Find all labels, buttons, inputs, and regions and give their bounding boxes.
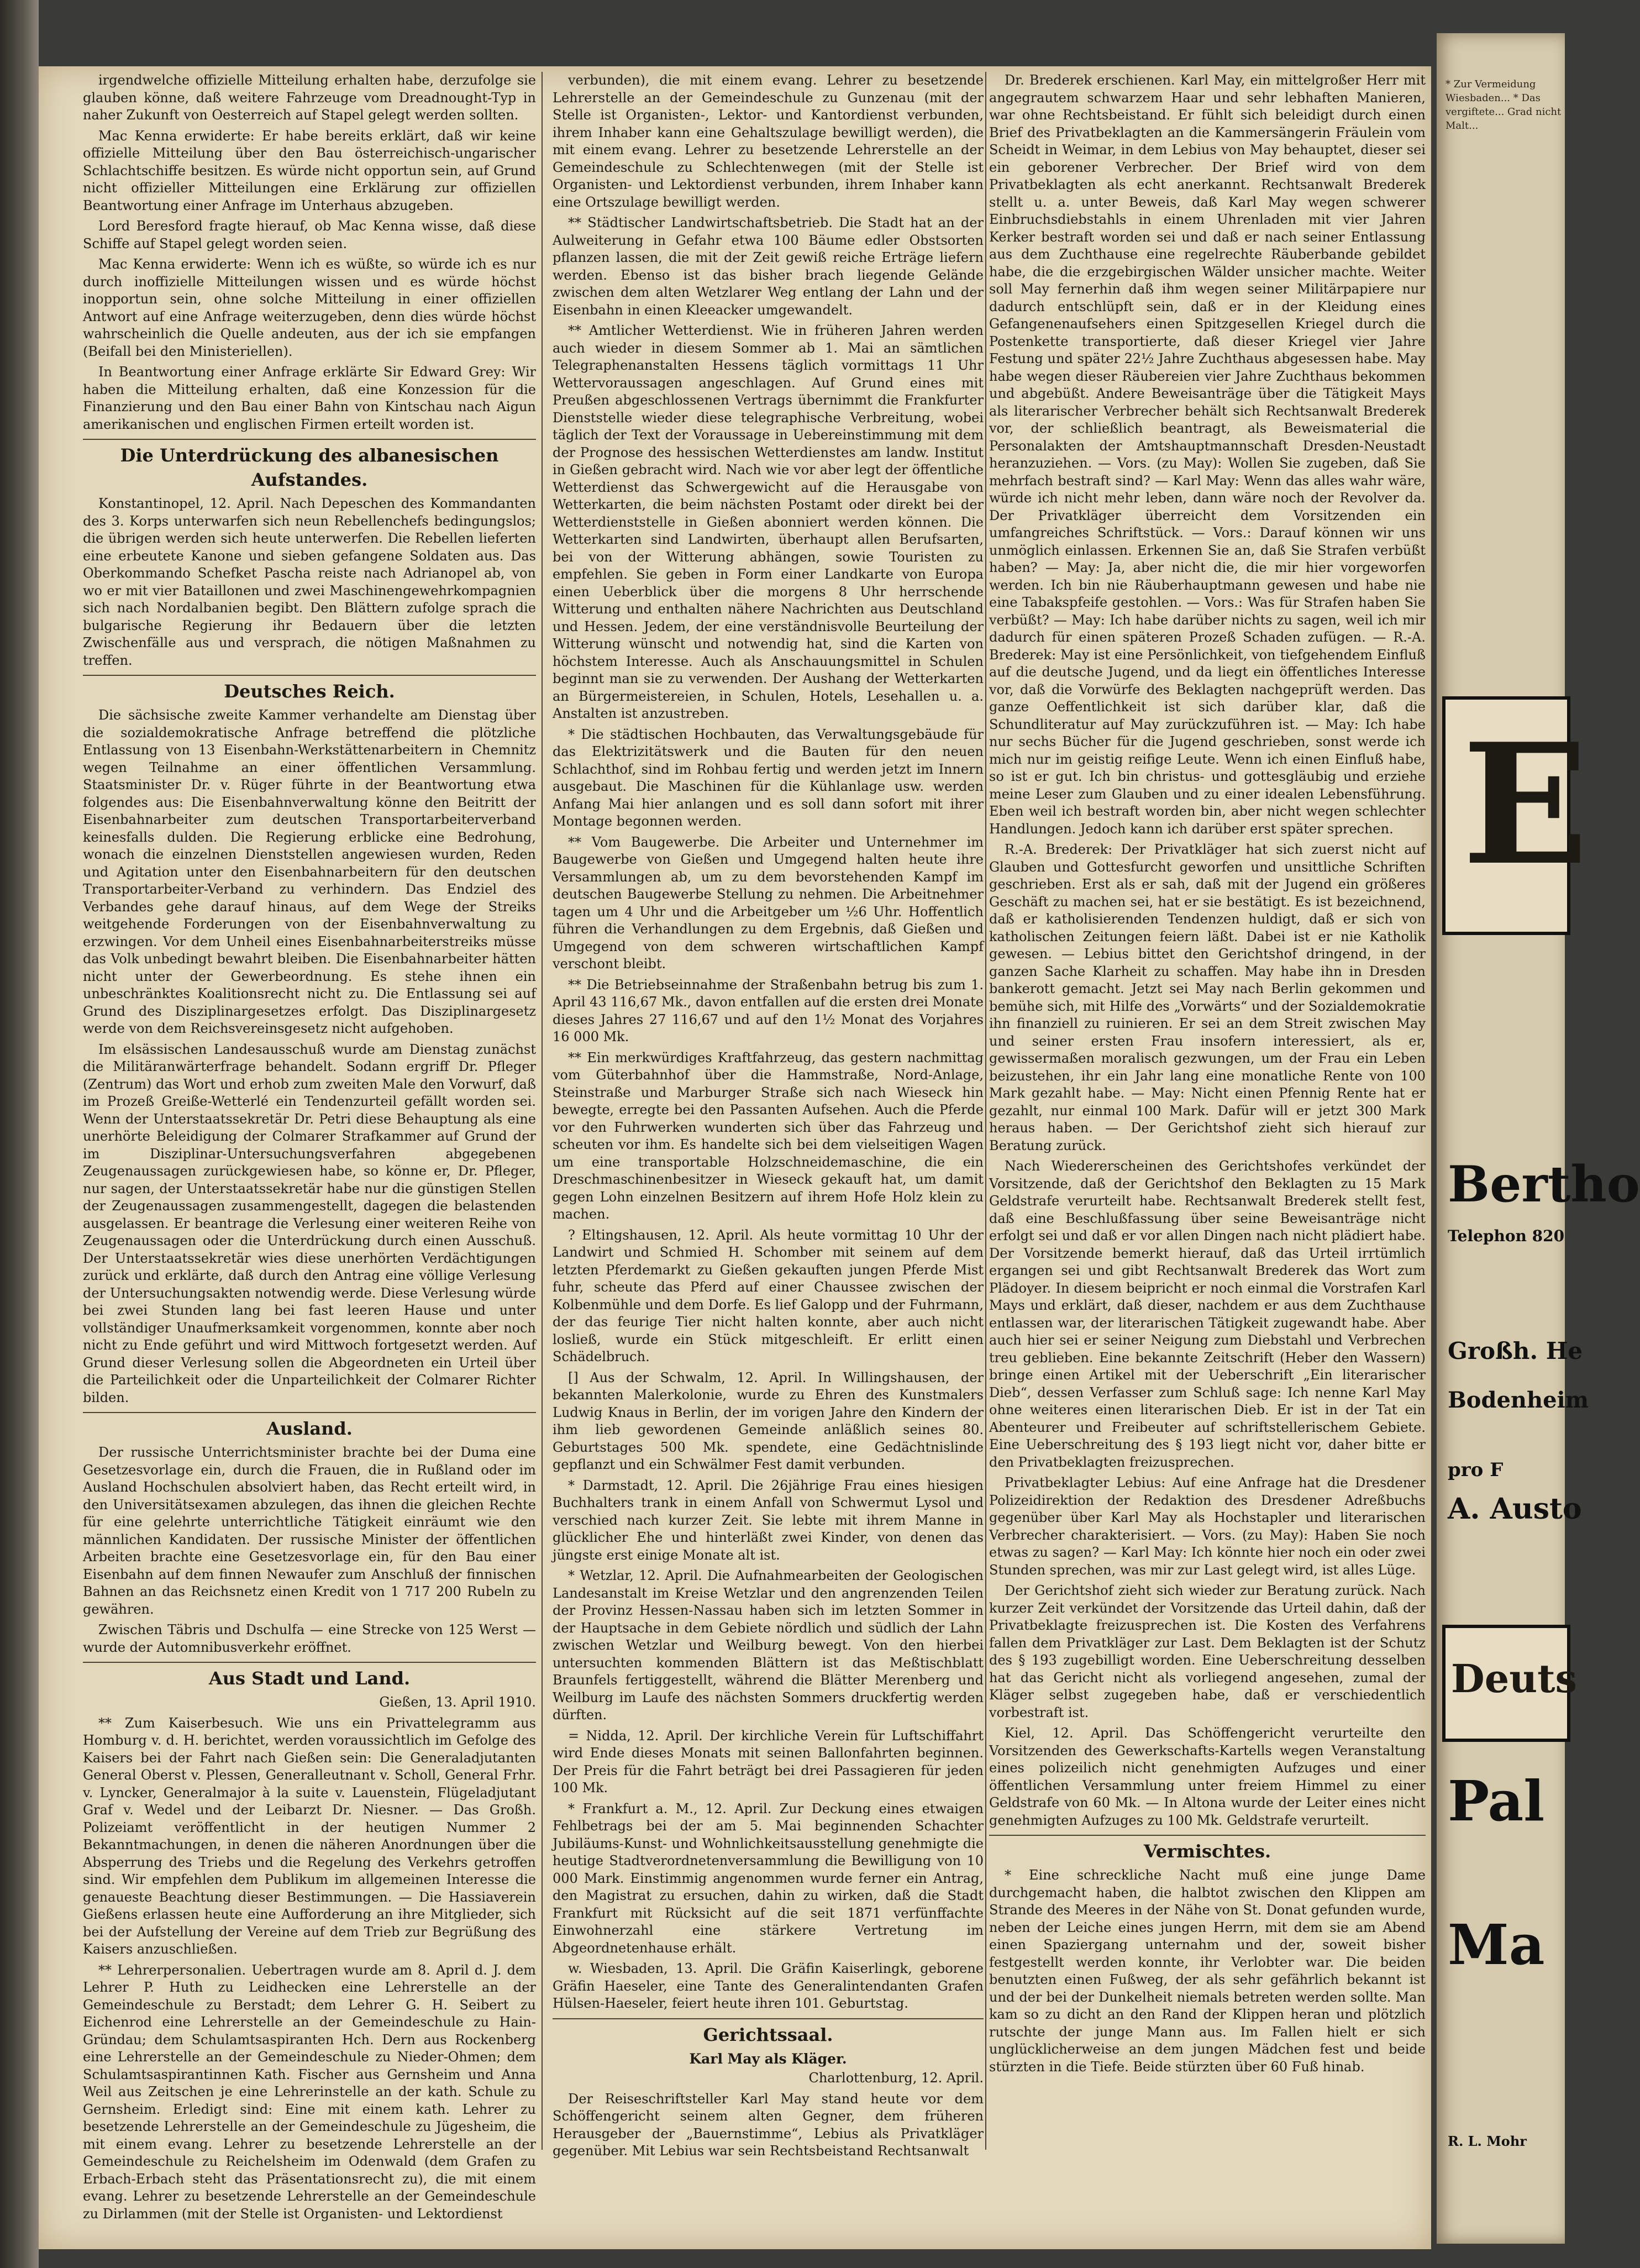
section-heading-reich: Deutsches Reich.: [83, 675, 536, 704]
paragraph: irgendwelche offizielle Mitteilung erhalten habe, derzufolge sie glauben könne, daß weitere Fahrzeuge vom Dreadnought-Typ in naher Zukunft von Oesterreich auf Stapel gelegt werden sollten.: [83, 72, 536, 123]
paragraph: Mac Kenna erwiderte: Wenn ich es wüßte, so würde ich es nur durch inoffizielle Mitteilungen wissen und es würde höchst inopportun sein, ohne solche Mitteilung in einer offiziellen Antwort auf eine Anfrage weiterzugeben, denn dies würde höchst wahrscheinlich die Quelle andeuten, aus der ich sie empfangen (Beifall bei den Ministeriellen).: [83, 256, 536, 359]
dateline: Gießen, 13. April 1910.: [379, 1694, 536, 1710]
paragraph: Der russische Unterrichtsminister brachte bei der Duma eine Gesetzesvorlage ein, durch die Frauen, die in Rußland oder im Ausland Hochschulen absolviert haben, das Recht erteilt wird, in den Universitätsexamen abzulegen, das ihnen die gleichen Rechte für eine gelehrte unterrichtliche Tätigkeit einräumt wie den männlichen Kandidaten. Der russische Minister der öffentlichen Arbeiten brachte eine Gesetzesvorlage ein, für den Bau einer Eisenbahn auf dem finnen Newaufer zum Anschluß der finnischen Bahnen an das Reichsnetz einen Kredit von 1 717 200 Rubeln zu gewähren.: [83, 1445, 536, 1617]
column-divider: [542, 72, 543, 2150]
paragraph: R.-A. Brederek: Der Privatkläger hat sich zuerst nicht auf Glauben und Gottesfurcht geworfen und unsittliche Schriften geschrieben. Erst als er sah, daß mit der Jugend ein größeres Geschäft zu machen sei, hat er sie bestätigt. Es ist bezeichnend, daß er katholisierenden Tendenzen huldigt, daß er sich von katholischen Zeitungen feiern läßt. Dabei ist er nie Katholik gewesen. — Lebius bittet den Gerichtshof dringend, in der ganzen Sache Klarheit zu schaffen. May habe ihn in Dresden bankerott gemacht. Jetzt sei May nach Berlin gekommen und bemühe sich, mit Hilfe des „Vorwärts“ und der Sozialdemokratie ihn finanziell zu ruinieren. Er sei an dem Streit zwischen May und seiner ersten Frau insofern interessiert, als er, gewissermaßen moralisch gezwungen, um der Frau ein Leben beizustehen, ihr ein Jahr lang eine monatliche Rente von 100 Mark gezahlt habe. — May: Nicht einen Pfennig Rente hat er gezahlt, nur einmal 100 Mark. Dafür will er jetzt 300 Mark heraus haben. — Der Gerichtshof zieht sich hierauf zur Beratung zurück.: [989, 842, 1426, 1153]
ad-text: Großh. He: [1448, 1337, 1583, 1364]
book-binding: [0, 0, 39, 2268]
ad-text: pro F: [1448, 1459, 1504, 1481]
paragraph: ** Ein merkwürdiges Kraftfahrzeug, das gestern nachmittag vom Güterbahnhof über die Hammstraße, Nord-Anlage, Steinstraße und Marburger Straße sich nach Wieseck hin bewegte, erregte bei den Passanten Aufsehen. Auch die Pferde vor den Fuhrwerken wunderten sich über das Fahrzeug und scheuten vor ihm. Es handelte sich bei dem vielseitigen Wagen um eine transportable Holzschneidemaschine, die ein Dreschmaschinenbesitzer in Wieseck gekauft hat, um damit gegen Lohn einzelnen Besitzern auf ihrem Hofe Holz klein zu machen.: [553, 1049, 984, 1222]
ad-box: [1442, 1625, 1577, 1742]
paragraph: Nach Wiedererscheinen des Gerichtshofes verkündet der Vorsitzende, daß der Gerichtshof den Beklagten zu 15 Mark Geldstrafe verurteilt habe. Rechtsanwalt Brederek stellt fest, daß eine Beschlußfassung über seine Beweisanträge nicht erfolgt sei und daß er vor allen Dingen nach nicht plädiert habe. Der Vorsitzende bemerkt hierauf, daß das Urteil irrtümlich ergangen sei und gibt Rechtsanwalt Brederek das Wort zum Plädoyer. In diesem beipricht er noch einmal die Vorstrafen Karl Mays und erklärt, daß dieser, nachdem er aus dem Zuchthause entlassen war, der literarischen Tätigkeit zugewandt habe. Aber auch hier sei er seiner Neigung zum Diebstahl und Verbrechen treu geblieben. Eine bekannte Zeitschrift (Heber den Wassern) bringe einen Artikel mit der Ueberschrift „Ein literarischer Dieb“, dessen Verfasser zum Schluß sage: Ich nenne Karl May ohne weiteres einen literarischen Dieb. Er ist in der Tat ein Abenteurer und Freibeuter auf schriftstellerischem Gebiete. Eine Ueberschreitung des § 193 liegt nicht vor, daher bitte er den Privatbeklagten freizusprechen.: [989, 1158, 1426, 1470]
column-divider: [985, 72, 986, 2150]
paragraph: Mac Kenna erwiderte: Er habe bereits erklärt, daß wir keine offizielle Mitteilung über den Bau österreichisch-ungarischer Schlachtschiffe besitzen. Es würde nicht opportun sein, auf Grund nicht offizieller Mitteilungen eine Erklärung zur offiziellen Beantwortung einer Anfrage im Unterhaus abzugeben.: [83, 128, 536, 213]
section-heading-albanian: Die Unterdrückung des albanesischen Aufstandes.: [83, 439, 536, 492]
section-heading-gericht: Gerichtssaal.: [553, 2018, 984, 2047]
paragraph: Lord Beresford fragte hierauf, ob Mac Kenna wisse, daß diese Schiffe auf Stapel gelegt worden seien.: [83, 218, 536, 251]
section-heading-ausland: Ausland.: [83, 1412, 536, 1441]
paragraph: ** Die Betriebseinnahme der Straßenbahn betrug bis zum 1. April 43 116,67 Mk., davon entfallen auf die ersten drei Monate dieses Jahres 27 116,67 und auf den 1½ Monat des Vorjahres 16 000 Mk.: [553, 977, 984, 1044]
section-heading-stadt: Aus Stadt und Land.: [83, 1662, 536, 1691]
ad-box-large-e: [1442, 696, 1589, 935]
paragraph: Der Gerichtshof zieht sich wieder zur Beratung zurück. Nach kurzer Zeit verkündet der Vorsitzende das Urteil dahin, daß der Privatbeklagte freizusprechen ist. Die Kosten des Verfahrens fallen dem Privatkläger zur Last. Dem Beklagten ist der Schutz des § 193 zugebilligt worden. Eine Ueberschreitung desselben hat das Gericht nicht als vorliegend angesehen, zumal der Kläger selbst zugegeben habe, daß er verschiedentlich vorbestraft ist.: [989, 1583, 1426, 1720]
paragraph: ** Städtischer Landwirtschaftsbetrieb. Die Stadt hat an der Aulweiterung in Gefahr etwa 100 Bäume edler Obstsorten pflanzen lassen, die mit der Zeit gewiß reiche Erträge liefern werden. Ebenso ist das bisher brach liegende Gelände zwischen dem alten Wetzlarer Weg entlang der Lahn und der Eisenbahn in einen Kleeacker umgewandelt.: [553, 215, 984, 318]
paragraph: w. Wiesbaden, 13. April. Die Gräfin Kaiserlingk, geborene Gräfin Haeseler, eine Tante des Generalintendanten Grafen Hülsen-Haeseler, feiert heute ihren 101. Geburtstag.: [553, 1961, 984, 2011]
ad-text: Bodenheim: [1448, 1387, 1589, 1413]
facing-page: [1437, 33, 1640, 2244]
column-1: [83, 72, 536, 2222]
paragraph: Der Reiseschriftsteller Karl May stand heute vor dem Schöffengericht seinem alten Gegner, dem früheren Herausgeber der „Bauernstimme“, Lebius als Privatkläger gegenüber. Mit Lebius war sein Rechtsbeistand Rechtsanwalt: [553, 2091, 984, 2159]
ad-text: Ma: [1448, 1912, 1545, 1977]
paragraph: * Die städtischen Hochbauten, das Verwaltungsgebäude für das Elektrizitätswerk und die Bauten für den neuen Schlachthof, sind im Rohbau fertig und werden jetzt im Innern ausgebaut. Die Maschinen für die Kühlanlage usw. werden Anfang Mai hier anlangen und es soll dann sofort mit ihrer Montage begonnen werden.: [553, 726, 984, 829]
paragraph: = Nidda, 12. April. Der kirchliche Verein für Luftschiffahrt wird Ende dieses Monats mit seinen Ballonfahrten beginnen. Der Preis für die Fahrt beträgt bei drei Passagieren für jeden 100 Mk.: [553, 1728, 984, 1796]
ad-text: Deuts: [1451, 1656, 1577, 1702]
paragraph: ? Eltingshausen, 12. April. Als heute vormittag 10 Uhr der Landwirt und Schmied H. Schomber mit seinem auf dem letzten Pferdemarkt zu Gießen gekauften jungen Pferde Mist fuhr, scheute das Pferd auf einer Chaussee zwischen der Kolbenmühle und dem Dorfe. Es lief Galopp und der Fuhrmann, der das feurige Tier nicht halten konnte, aber auch nicht losließ, wurde ein Stück mitgeschleift. Er erlitt einen Schädelbruch.: [553, 1227, 984, 1364]
paragraph: * Eine schreckliche Nacht muß eine junge Dame durchgemacht haben, die halbtot zwischen den Klippen am Strande des Meeres in der Nähe von St. Donat gefunden wurde, neben der Leiche eines jungen Herrn, mit dem sie am Abend einen Spaziergang unternahm und der, soweit bisher festgestellt werden konnte, ihr Verlobter war. Die beiden benutzten einen Fußweg, der als sehr gefährlich bekannt ist und der bei der Dunkelheit niemals betreten werden sollte. Man kam so zu dicht an den Rand der Klippen heran und plötzlich rutschte der junge Mann aus. Im Fallen hielt er sich unglücklicherweise an dem jungen Mädchen fest und beide stürzten in die Tiefe. Beide stürzten über 60 Fuß hinab.: [989, 1867, 1426, 2075]
ad-letter-icon: E: [1462, 707, 1589, 902]
article-subtitle: Karl May als Kläger.: [689, 2050, 847, 2067]
paragraph: ** Zum Kaiserbesuch. Wie uns ein Privattelegramm aus Homburg v. d. H. berichtet, werden voraussichtlich im Gefolge des Kaisers bei der Fahrt nach Gießen sein: Die Generaladjutanten General Oberst v. Plessen, Generalleutnant v. Scholl, General Frhr. v. Lyncker, Generalmajor à la suite v. Lauenstein, Flügeladjutant Graf v. Wedel und der Leibarzt Dr. Niesner. — Das Großh. Polizeiamt veröffentlicht in der heutigen Nummer 2 Bekanntmachungen, in denen die näheren Anordnungen über die Absperrung des Triebs und die Regelung des Verkehrs getroffen sind. Wir empfehlen dem Publikum im allgemeinen Interesse die genaueste Beachtung dieser Bestimmungen. — Die Hassiaverein Gießens erlassen heute eine Aufforderung an ihre Mitglieder, sich bei der Aufstellung der Vereine auf dem Trieb zur Begrüßung des Kaisers anzuschließen.: [83, 1715, 536, 1957]
section-heading-vermischtes: Vermischtes.: [989, 1835, 1426, 1863]
ad-text: Bertho: [1448, 1155, 1640, 1214]
dateline: Charlottenburg, 12. April.: [808, 2070, 984, 2086]
ad-text: R. L. Mohr: [1448, 2133, 1527, 2149]
paragraph: verbunden), die mit einem evang. Lehrer zu besetzende Lehrerstelle an der Gemeindeschule zu Gunzenau (mit der Stelle ist Organisten-, Lektor- und Kantordienst verbunden, ihrem Inhaber kann eine Gehaltszulage bewilligt werden), die mit einem evang. Lehrer zu besetzende Lehrerstelle an der Gemeindeschule zu Schlechtenwegen (mit der Stelle ist Organisten- und Lektordienst verbunden, ihrem Inhaber kann eine Ortszulage bewilligt werden.: [553, 72, 984, 210]
ad-text: Pal: [1448, 1768, 1545, 1834]
paragraph: [] Aus der Schwalm, 12. April. In Willingshausen, der bekannten Malerkolonie, wurde zu Ehren des Kunstmalers Ludwig Knaus in Berlin, der im vorigen Jahre den Kindern der ihm lieb gewordenen Gemeinde anläßlich seines 80. Geburtstages 500 Mk. spendete, eine Gedächtnislinde gepflanzt und ein Schwälmer Fest damit verbunden.: [553, 1369, 984, 1472]
paragraph: ** Amtlicher Wetterdienst. Wie in früheren Jahren werden auch wieder in diesem Sommer ab 1. Mai an sämtlichen Telegraphenanstalten Hessens täglich vormittags 11 Uhr Wettervoraussagen angeschlagen. Auf Grund eines mit Preußen abgeschlossenen Vertrags übernimmt die Frankfurter Dienststelle wieder diese telegraphische Verbreitung, wobei täglich der Text der Voraussage in Uebereinstimmung mit dem der Prognose des hessischen Wetterdienstes am landw. Institut in Gießen gebracht wird. Nach wie vor aber legt der öffentliche Wetterdienst das Schwergewicht auf die Herausgabe von Wetterkarten, die beim nächsten Postamt oder direkt bei der Wetterdienststelle in Gießen abonniert werden können. Die Wetterkarten sind Landwirten, überhaupt allen Berufsarten, bei von der Witterung abhängen, sowie Touristen zu empfehlen. Sie geben in Form einer Landkarte von Europa einen Ueberblick über die morgens 8 Uhr herrschende Witterung und enthalten nähere Nachrichten aus Deutschland und Hessen. Jedem, der eine verständnisvolle Beurteilung der Witterung wünscht und notwendig hat, sind die Karten von höchstem Interesse. Auch als Anschauungsmittel in Schulen beginnt man sie zu verwenden. Der Aushang der Wetterkarten an Bürgermeistereien, in Schulen, Hotels, Lesehallen u. a. Anstalten ist anzustreben.: [553, 323, 984, 721]
paragraph: * Wetzlar, 12. April. Die Aufnahmearbeiten der Geologischen Landesanstalt im Kreise Wetzlar und den angrenzenden Teilen der Provinz Hessen-Nassau haben sich im letzten Sommer in der Hauptsache in dem Gebiete nördlich und südlich der Lahn zwischen Wetzlar und Weilburg bewegt. Von den hierbei untersuchten kommenden Blättern ist das Meßtischblatt Braunfels fertiggestellt, während die Blätter Merenberg und Weilburg im Laufe des nächsten Sommers druckfertig werden dürften.: [553, 1568, 984, 1723]
paragraph: Kiel, 12. April. Das Schöffengericht verurteilte den Vorsitzenden des Gewerkschafts-Kartells wegen Veranstaltung eines polizeilich nicht genehmigten Aufzuges und einer öffentlichen Versammlung unter freiem Himmel zu einer Geldstrafe von 60 Mk. — In Altona wurde der Leiter eines nicht genehmigten Aufzuges zu 100 Mk. Geldstrafe verurteilt.: [989, 1725, 1426, 1828]
column-2: [553, 72, 984, 2159]
paragraph: ** Lehrerpersonalien. Uebertragen wurde am 8. April d. J. dem Lehrer P. Huth zu Leidhecken eine Lehrerstelle an der Gemeindeschule zu Berstadt; dem Lehrer G. H. Seibert zu Eichenrod eine Lehrerstelle an der Gemeindeschule zu Hain-Gründau; dem Schulamtsaspiranten Hch. Dern aus Rockenberg eine Lehrerstelle an der Gemeindeschule zu Nieder-Ohmen; dem Schulamtsaspirantinnen Kath. Fischer aus Gernsheim und Anna Weil aus Zeitschen je eine Lehrerinstelle an der kath. Schule zu Gernsheim. Erledigt sind: Eine mit einem kath. Lehrer zu besetzende Lehrerstelle an der Gemeindeschule zu Jügesheim, die mit einem evang. Lehrer zu besetzende Lehrerstelle an der Gemeindeschule zu Reichelsheim im Odenwald (dem Grafen zu Erbach-Erbach steht das Präsentationsrecht zu), die mit einem evang. Lehrer zu besetzende Lehrerstelle an der Gemeindeschule zu Dirlammen (mit der Stelle ist Organisten- und Lektordienst: [83, 1962, 536, 2222]
paragraph: Dr. Brederek erschienen. Karl May, ein mittelgroßer Herr mit angegrautem schwarzem Haar und sehr lebhaften Manieren, war ohne Rechtsbeistand. Er fühlt sich beleidigt durch einen Brief des Privatbeklagten an die Kammersängerin Fräulein vom Scheidt in Weimar, in dem Lebius von May behauptet, dieser sei ein geborener Verbrecher. Der Brief wird von dem Privatbeklagten als echt anerkannt. Rechtsanwalt Brederek stellt u. a. unter Beweis, daß Karl May wegen schwerer Einbruchsdiebstahls in einem Uhrenladen mit vier Jahren Kerker bestraft worden sei und daß er nach seiner Entlassung aus dem Zuchthause eine regelrechte Räuberbande gebildet habe, die die erzgebirgischen Wälder unsicher machte. Weiter soll May fernerhin daß ihm wegen seiner Militärpapiere nur dadurch entschlüpft sein, daß er in der Kleidung eines Gefangenenaufsehers einen Spitzgesellen Kriegel durch die Postenkette transportierte, daß dieser Kriegel vier Jahre Festung und später 22½ Jahre Zuchthaus abgesessen habe. May habe wegen dieser Räubereien vier Jahre Zuchthaus bekommen und abgebüßt. Andere Beweisanträge über die Tätigkeit Mays als literarischer Verbrecher behält sich Rechtsanwalt Brederek vor, der schließlich beantragt, als Beweismaterial die Personalakten der Amtshauptmannschaft Dresden-Neustadt heranzuziehen. — Vors. (zu May): Wollen Sie zugeben, daß Sie mehrfach bestraft sind? — Karl May: Wenn das alles wahr wäre, würde ich nicht mehr leben, dann wäre noch der Revolver da. Der Privatkläger überreicht dem Vorsitzenden ein umfangreiches Schriftstück. — Vors.: Darauf können wir uns unmöglich einlassen. Erkennen Sie an, daß Sie Strafen verbüßt haben? — May: Ja, aber nicht die, die mir hier vorgeworfen werden. Ich bin nie Räuberhauptmann gewesen und habe nie eine Tabakspfeife gestohlen. — Vors.: Was für Strafen haben Sie verbüßt? — May: Ich habe darüber nichts zu sagen, weil ich mir dadurch für einen späteren Prozeß Schaden zufügen. — R.-A. Brederek: May ist eine Persönlichkeit, von tiefgehendem Einfluß auf die deutsche Jugend, und da liegt ein öffentliches Interesse vor, daß die Vorwürfe des Beklagten nachgeprüft werden. Das ganze Oeffentlichkeit ist sich darüber klar, daß die Schundliteratur auf May zurückzuführen ist. — May: Ich habe nur sechs Bücher für die Jugend geschrieben, sonst werde ich mich nur im geistig reifige Leute. Wenn ich einen Einfluß habe, so ist er gut. Ich bin christus- und gottesgläubig und erziehe meine Leser zum Glauben und zu einer idealen Lebensführung. Eben weil ich bestraft worden bin, aber nicht wegen schlechter Handlungen. Jedoch kann ich darüber erst später sprechen.: [989, 72, 1426, 837]
column-3: [989, 72, 1426, 2150]
paragraph: * Darmstadt, 12. April. Die 26jährige Frau eines hiesigen Buchhalters trank in einem Anfall von Schwermut Lysol und verschied nach kurzer Zeit. Sie lebte mit ihrem Manne in glücklicher Ehe und hinterläßt zwei Kinder, von denen das jüngste erst einige Monate alt ist.: [553, 1477, 984, 1563]
paragraph: Privatbeklagter Lebius: Auf eine Anfrage hat die Dresdener Polizeidirektion der Redaktion des Dresdener Adreßbuchs gegenüber über Karl May als Hochstapler und literarischen Verbrecher charakterisiert. — Vors. (zu May): Haben Sie noch etwas zu sagen? — Karl May: Ich könnte hier noch ein oder zwei Stunden sprechen, was mir zur Last gelegt wird, ist alles Lüge.: [989, 1475, 1426, 1578]
paragraph: Die sächsische zweite Kammer verhandelte am Dienstag über die sozialdemokratische Anfrage betreffend die plötzliche Entlassung von 13 Eisenbahn-Werkstättenarbeitern in Chemnitz wegen Teilnahme an einer öffentlichen Versammlung. Staatsminister Dr. v. Rüger führte in der Beantwortung etwa folgendes aus: Die Eisenbahnverwaltung könne den Beitritt der Eisenbahnarbeiter zum deutschen Transportarbeiterverband keinesfalls dulden. Die Regierung erblicke eine Bedrohung, wonach die einzelnen Dienststellen angewiesen wurden, Reden und Agitation unter den Eisenbahnarbeitern für den deutschen Transportarbeiter-Verband zu verhindern. Das Endziel des Verbandes gehe darauf hinaus, auf dem Wege der Streiks weitgehende Forderungen von der Eisenbahnverwaltung zu erzwingen. Vor dem Unheil eines Eisenbahnarbeiterstreiks müsse das Volk unbedingt bewahrt bleiben. Die Eisenbahnarbeiter hätten nicht unter der Gewerbeordnung. Es stehe ihnen ein unbeschränktes Koalitionsrecht nicht zu. Die Entlassung sei auf Grund des Disziplinargesetzes erfolgt. Das Disziplinargesetz werde von dem Reichsvereinsgesetz nicht aufgehoben.: [83, 707, 536, 1036]
ad-text: Telephon 820: [1448, 1227, 1565, 1245]
paragraph: * Frankfurt a. M., 12. April. Zur Deckung eines etwaigen Fehlbetrags bei der am 5. Mai beginnenden Schachter Jubiläums-Kunst- und Wohnlichkeitsausstellung genehmigte die heutige Stadtverordnetenversammlung die Bewilligung von 10 000 Mark. Einstimmig angenommen wurde ferner ein Antrag, den Magistrat zu ersuchen, dahin zu wirken, daß die Stadt Frankfurt mit Rücksicht auf die seit 1871 verfünffachte Einwohnerzahl eine stärkere Vertretung im Abgeordnetenhause erhält.: [553, 1800, 984, 1956]
ad-text: A. Austo: [1448, 1492, 1582, 1526]
paragraph: Konstantinopel, 12. April. Nach Depeschen des Kommandanten des 3. Korps unterwarfen sich neun Rebellenchefs bedingungslos; die übrigen werden sich heute unterwerfen. Die Rebellen lieferten eine erbeutete Kanone und sieben gefangene Soldaten aus. Das Oberkommando Schefket Pascha reiste nach Adrianopel ab, von wo er mit vier Bataillonen und zwei Maschinengewehrkompagnien sich nach Nordalbanien begibt. Den Blättern zufolge sprach die bulgarische Regierung ihr Bedauern über die letzten Zwischenfälle aus und versprach, die nötigen Maßnahmen zu treffen.: [83, 496, 536, 668]
paragraph: Zwischen Täbris und Dschulfa — eine Strecke von 125 Werst — wurde der Automnibusverkehr eröffnet.: [83, 1622, 536, 1655]
paragraph: ** Vom Baugewerbe. Die Arbeiter und Unternehmer im Baugewerbe von Gießen und Umgegend halten heute ihre Versammlungen ab, um zu dem bevorstehenden Kampf im deutschen Baugewerbe Stellung zu nehmen. Die Arbeitnehmer tagen um 4 Uhr und die Arbeitgeber um ½6 Uhr. Hoffentlich führen die Verhandlungen zu dem Ergebnis, daß Gießen und Umgegend von dem schweren wirtschaftlichen Kampf verschont bleibt.: [553, 834, 984, 972]
paragraph: In Beantwortung einer Anfrage erklärte Sir Edward Grey: Wir haben die Mitteilung erhalten, daß eine Konzession für die Finanzierung und den Bau einer Bahn von Kintschau nach Aigun amerikanischen und englischen Firmen erteilt worden ist.: [83, 364, 536, 432]
paragraph: Im elsässischen Landesausschuß wurde am Dienstag zunächst die Militäranwärterfrage behandelt. Sodann ergriff Dr. Pfleger (Zentrum) das Wort und erhob zum zweiten Male den Vorwurf, daß im Prozeß Greiße-Wetterlé ein Tendenzurteil gefällt worden sei. Wenn der Unterstaatssekretär Dr. Petri diese Behauptung als eine unerhörte Beleidigung der Colmarer Strafkammer auf Grund der im Disziplinar-Untersuchungsverfahren abgegebenen Zeugenaussagen zurückgewiesen habe, so könne er, Dr. Pfleger, nur sagen, der Unterstaatssekretär habe nur die günstigen Stellen der Zeugenaussagen zusammengestellt, dagegen die belastenden ausgelassen. Er beantrage die Verlesung einer weiteren Reihe von Zeugenaussagen oder die Unterdrückung durch einen Ausschuß. Der Unterstaatssekretär wies diese unerhörten Verdächtigungen zurück und erklärte, daß durch den Antrag eine völlige Verlesung der Untersuchungsakten notwendig werde. Diese Verlesung würde bei zwei Stunden lang bei fast leeren Hause und unter vollständiger Unaufmerksamkeit vorgenommen, konnte aber noch nicht zu Ende geführt und wird Mittwoch fortgesetzt werden. Auf Grund dieser Verlesung sollen die Abgeordneten ein Urteil über die Parteilichkeit oder die Unparteilichkeit der Colmarer Richter bilden.: [83, 1041, 536, 1405]
facing-page-text: * Zur Vermeidung Wiesbaden... * Das vergiftete... Grad nicht Malt...: [1445, 78, 1562, 132]
